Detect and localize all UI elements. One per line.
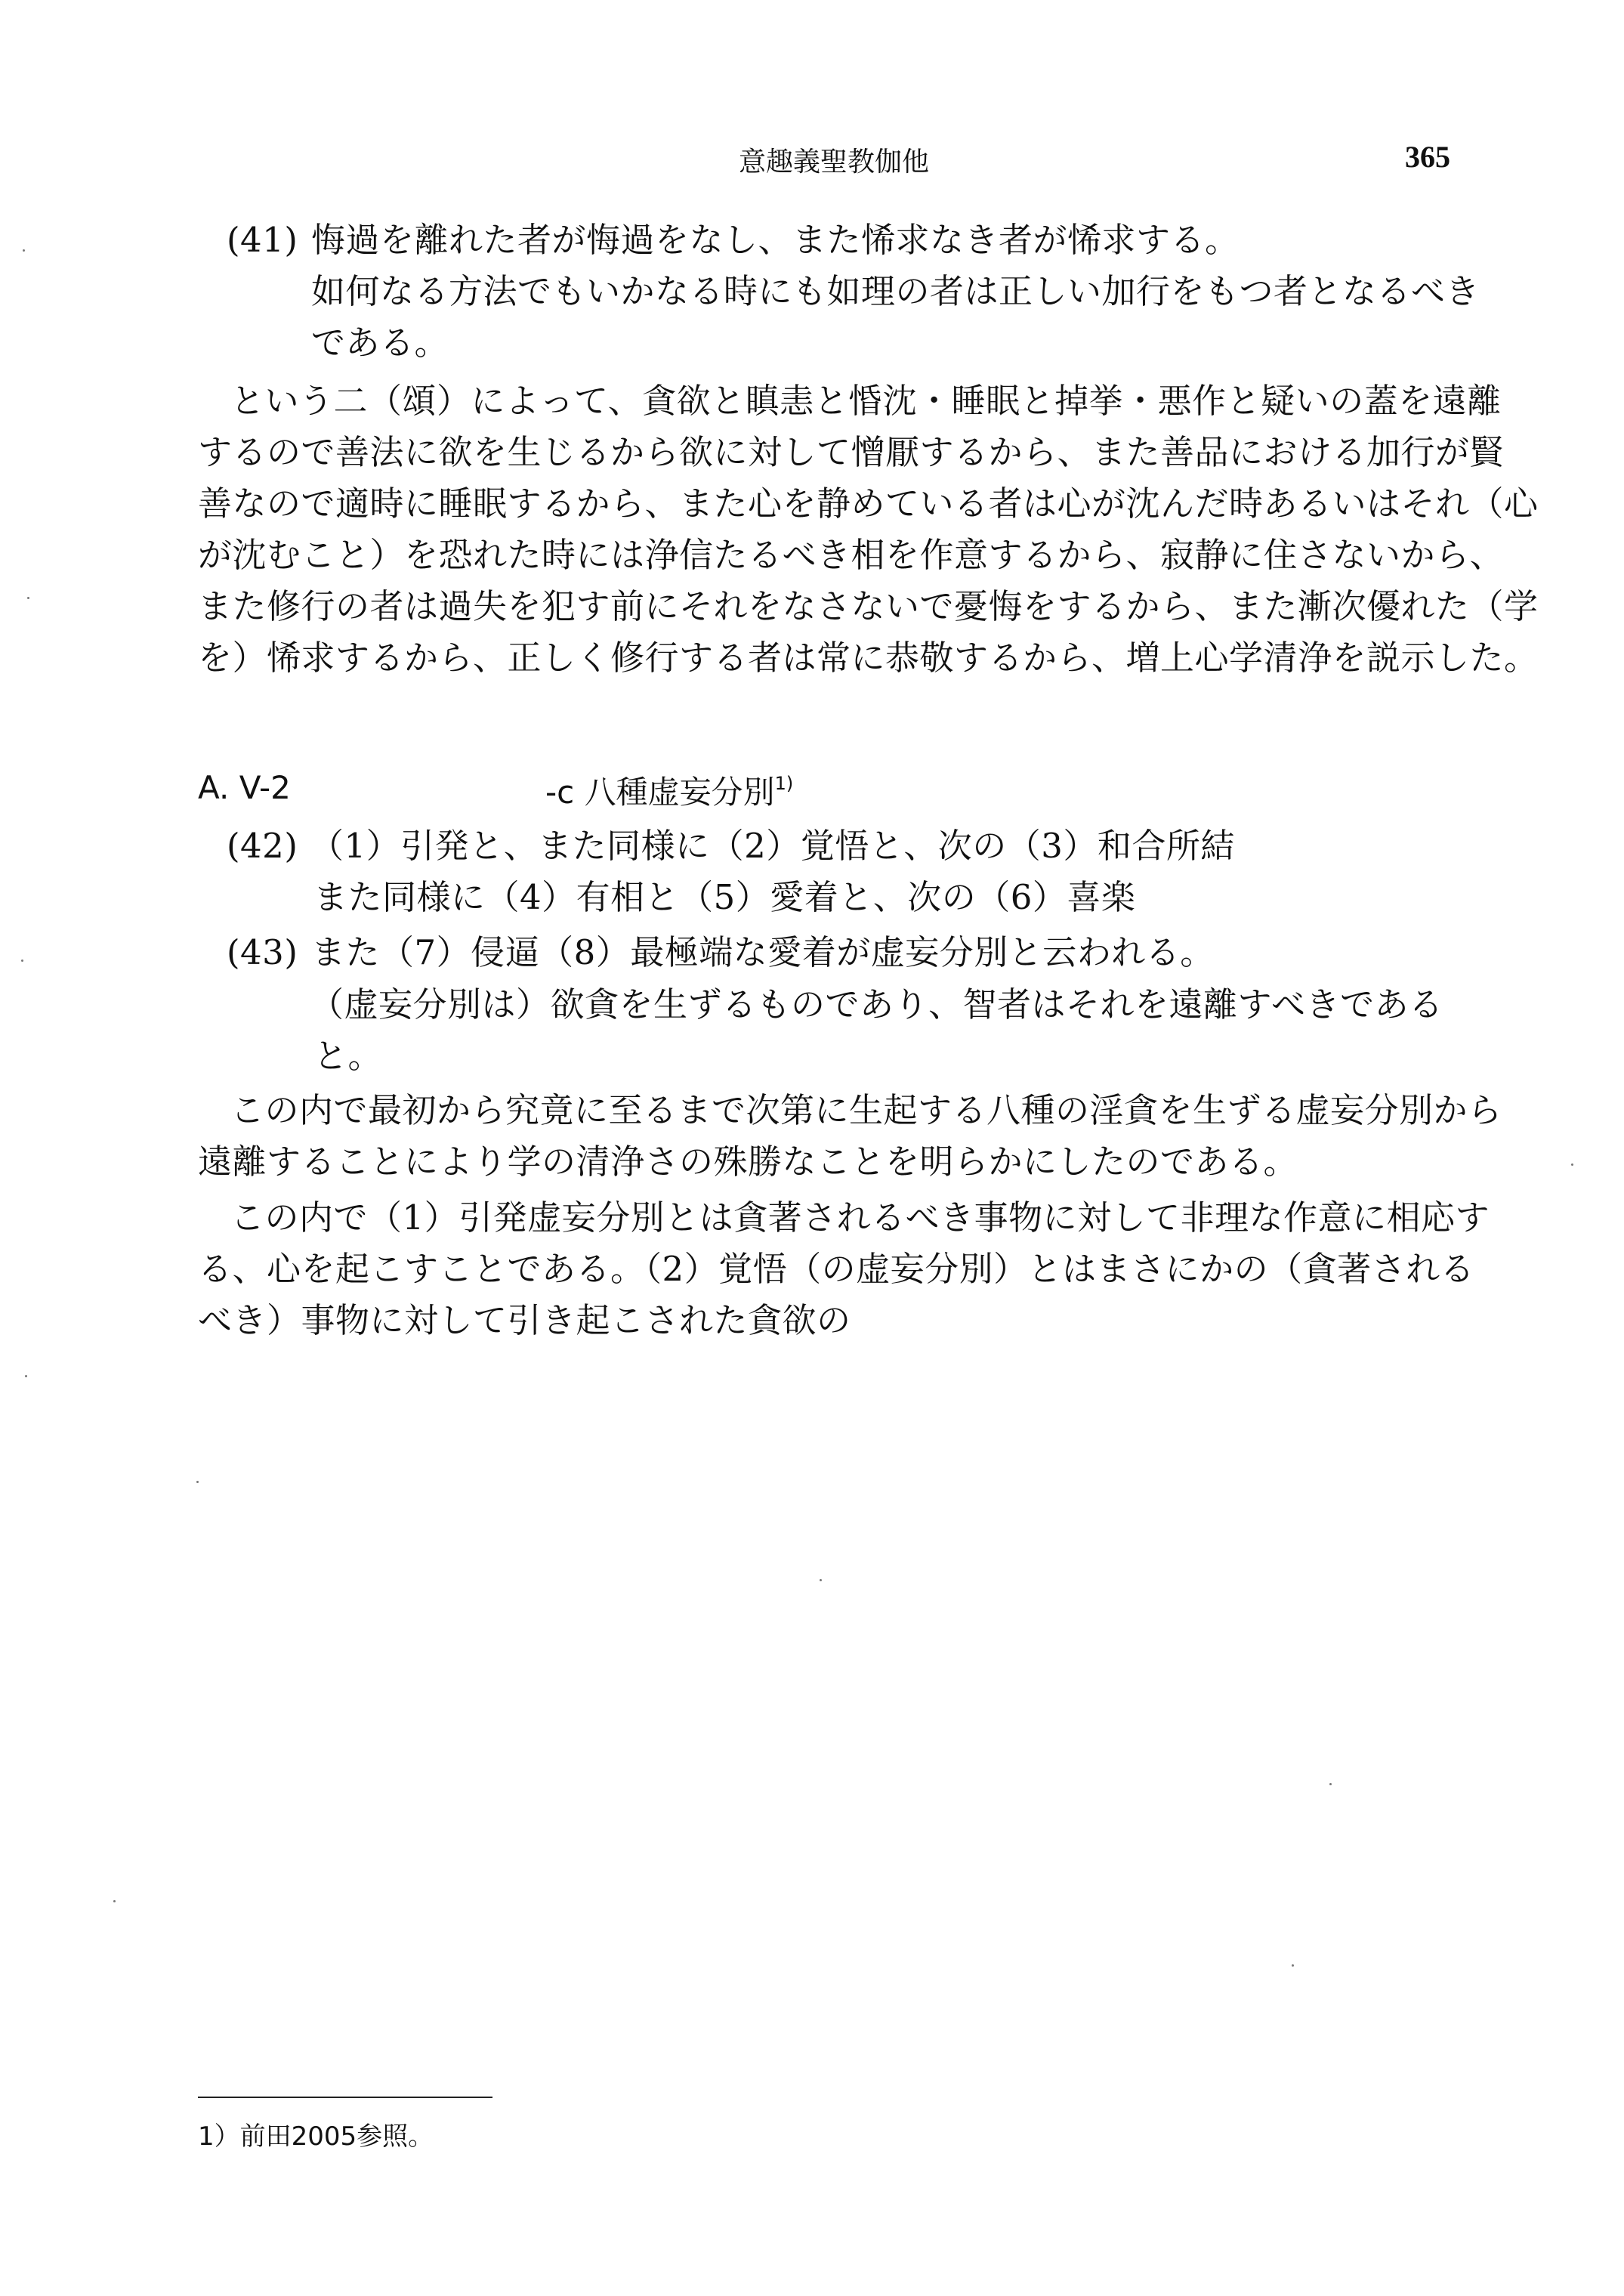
scan-speck	[27, 597, 29, 599]
verse-41-number: (41)	[227, 220, 298, 260]
verse-42-number: (42)	[227, 826, 298, 866]
body-paragraph-line: が沈むこと）を恐れた時には浄信たるべき相を作意するから、寂静に住さないから、	[198, 535, 1505, 575]
scan-speck	[21, 959, 23, 962]
verse-42-line: （1）引発と、また同様に（2）覚悟と、次の（3）和合所結	[310, 826, 1235, 866]
body-paragraph-line: べき）事物に対して引き起こされた貪欲の	[198, 1300, 851, 1340]
body-paragraph-line: という二（頌）によって、貪欲と瞋恚と惛沈・睡眠と掉挙・悪作と疑いの蓋を遠離	[230, 381, 1502, 421]
body-paragraph-line: この内で（1）引発虚妄分別とは貪著されるべき事物に対して非理な作意に相応す	[230, 1197, 1490, 1238]
scan-speck	[23, 249, 25, 252]
verse-41-line: 悔過を離れた者が悔過をなし、また悕求なき者が悕求する。	[311, 220, 1240, 260]
verse-43-line: と。	[313, 1036, 383, 1076]
footnote-marker: 1)	[774, 773, 794, 794]
body-paragraph-line: また修行の者は過失を犯す前にそれをなさないで憂悔をするから、また漸次優れた（学	[198, 586, 1539, 626]
verse-43-line: （虚妄分別は）欲貪を生ずるものであり、智者はそれを遠離すべきである	[310, 984, 1443, 1024]
section-label: A. V-2	[198, 769, 291, 806]
scan-speck	[1292, 1964, 1294, 1967]
scan-speck	[25, 1375, 27, 1377]
footnote-divider	[198, 2097, 492, 2098]
section-title-text: -c 八種虚妄分別	[545, 774, 775, 811]
section-title	[545, 768, 793, 813]
body-paragraph-line: を）悕求するから、正しく修行する者は常に恭敬するから、増上心学清浄を説示した。	[198, 638, 1539, 678]
scan-speck	[1571, 1163, 1573, 1166]
body-paragraph-line: る、心を起こすことである。（2）覚悟（の虚妄分別）とはまさにかの（貪著される	[198, 1249, 1475, 1289]
body-paragraph-line: するので善法に欲を生じるから欲に対して憎厭するから、また善品における加行が賢	[198, 432, 1505, 472]
page-number: 365	[1405, 140, 1450, 174]
verse-43-line: また（7）侵逼（8）最極端な愛着が虚妄分別と云われる。	[311, 932, 1215, 972]
footnote-text: 1）前田2005参照。	[198, 2121, 434, 2152]
verse-42-line: また同様に（4）有相と（5）愛着と、次の（6）喜楽	[313, 877, 1136, 917]
body-paragraph-line: 善なので適時に睡眠するから、また心を静めている者は心が沈んだ時あるいはそれ（心	[198, 484, 1539, 524]
verse-41-line: 如何なる方法でもいかなる時にも如理の者は正しい加行をもつ者となるべき	[311, 271, 1480, 311]
scan-speck	[1329, 1783, 1332, 1785]
verse-41-line: である。	[311, 323, 449, 363]
body-paragraph-line: 遠離することにより学の清浄さの殊勝なことを明らかにしたのである。	[198, 1142, 1298, 1182]
running-header-title: 意趣義聖教伽他	[739, 147, 930, 178]
scan-speck	[196, 1481, 199, 1483]
scan-speck	[820, 1579, 822, 1581]
scan-speck	[113, 1900, 116, 1902]
body-paragraph-line: この内で最初から究竟に至るまで次第に生起する八種の淫貪を生ずる虚妄分別から	[230, 1090, 1502, 1130]
verse-43-number: (43)	[227, 932, 298, 972]
